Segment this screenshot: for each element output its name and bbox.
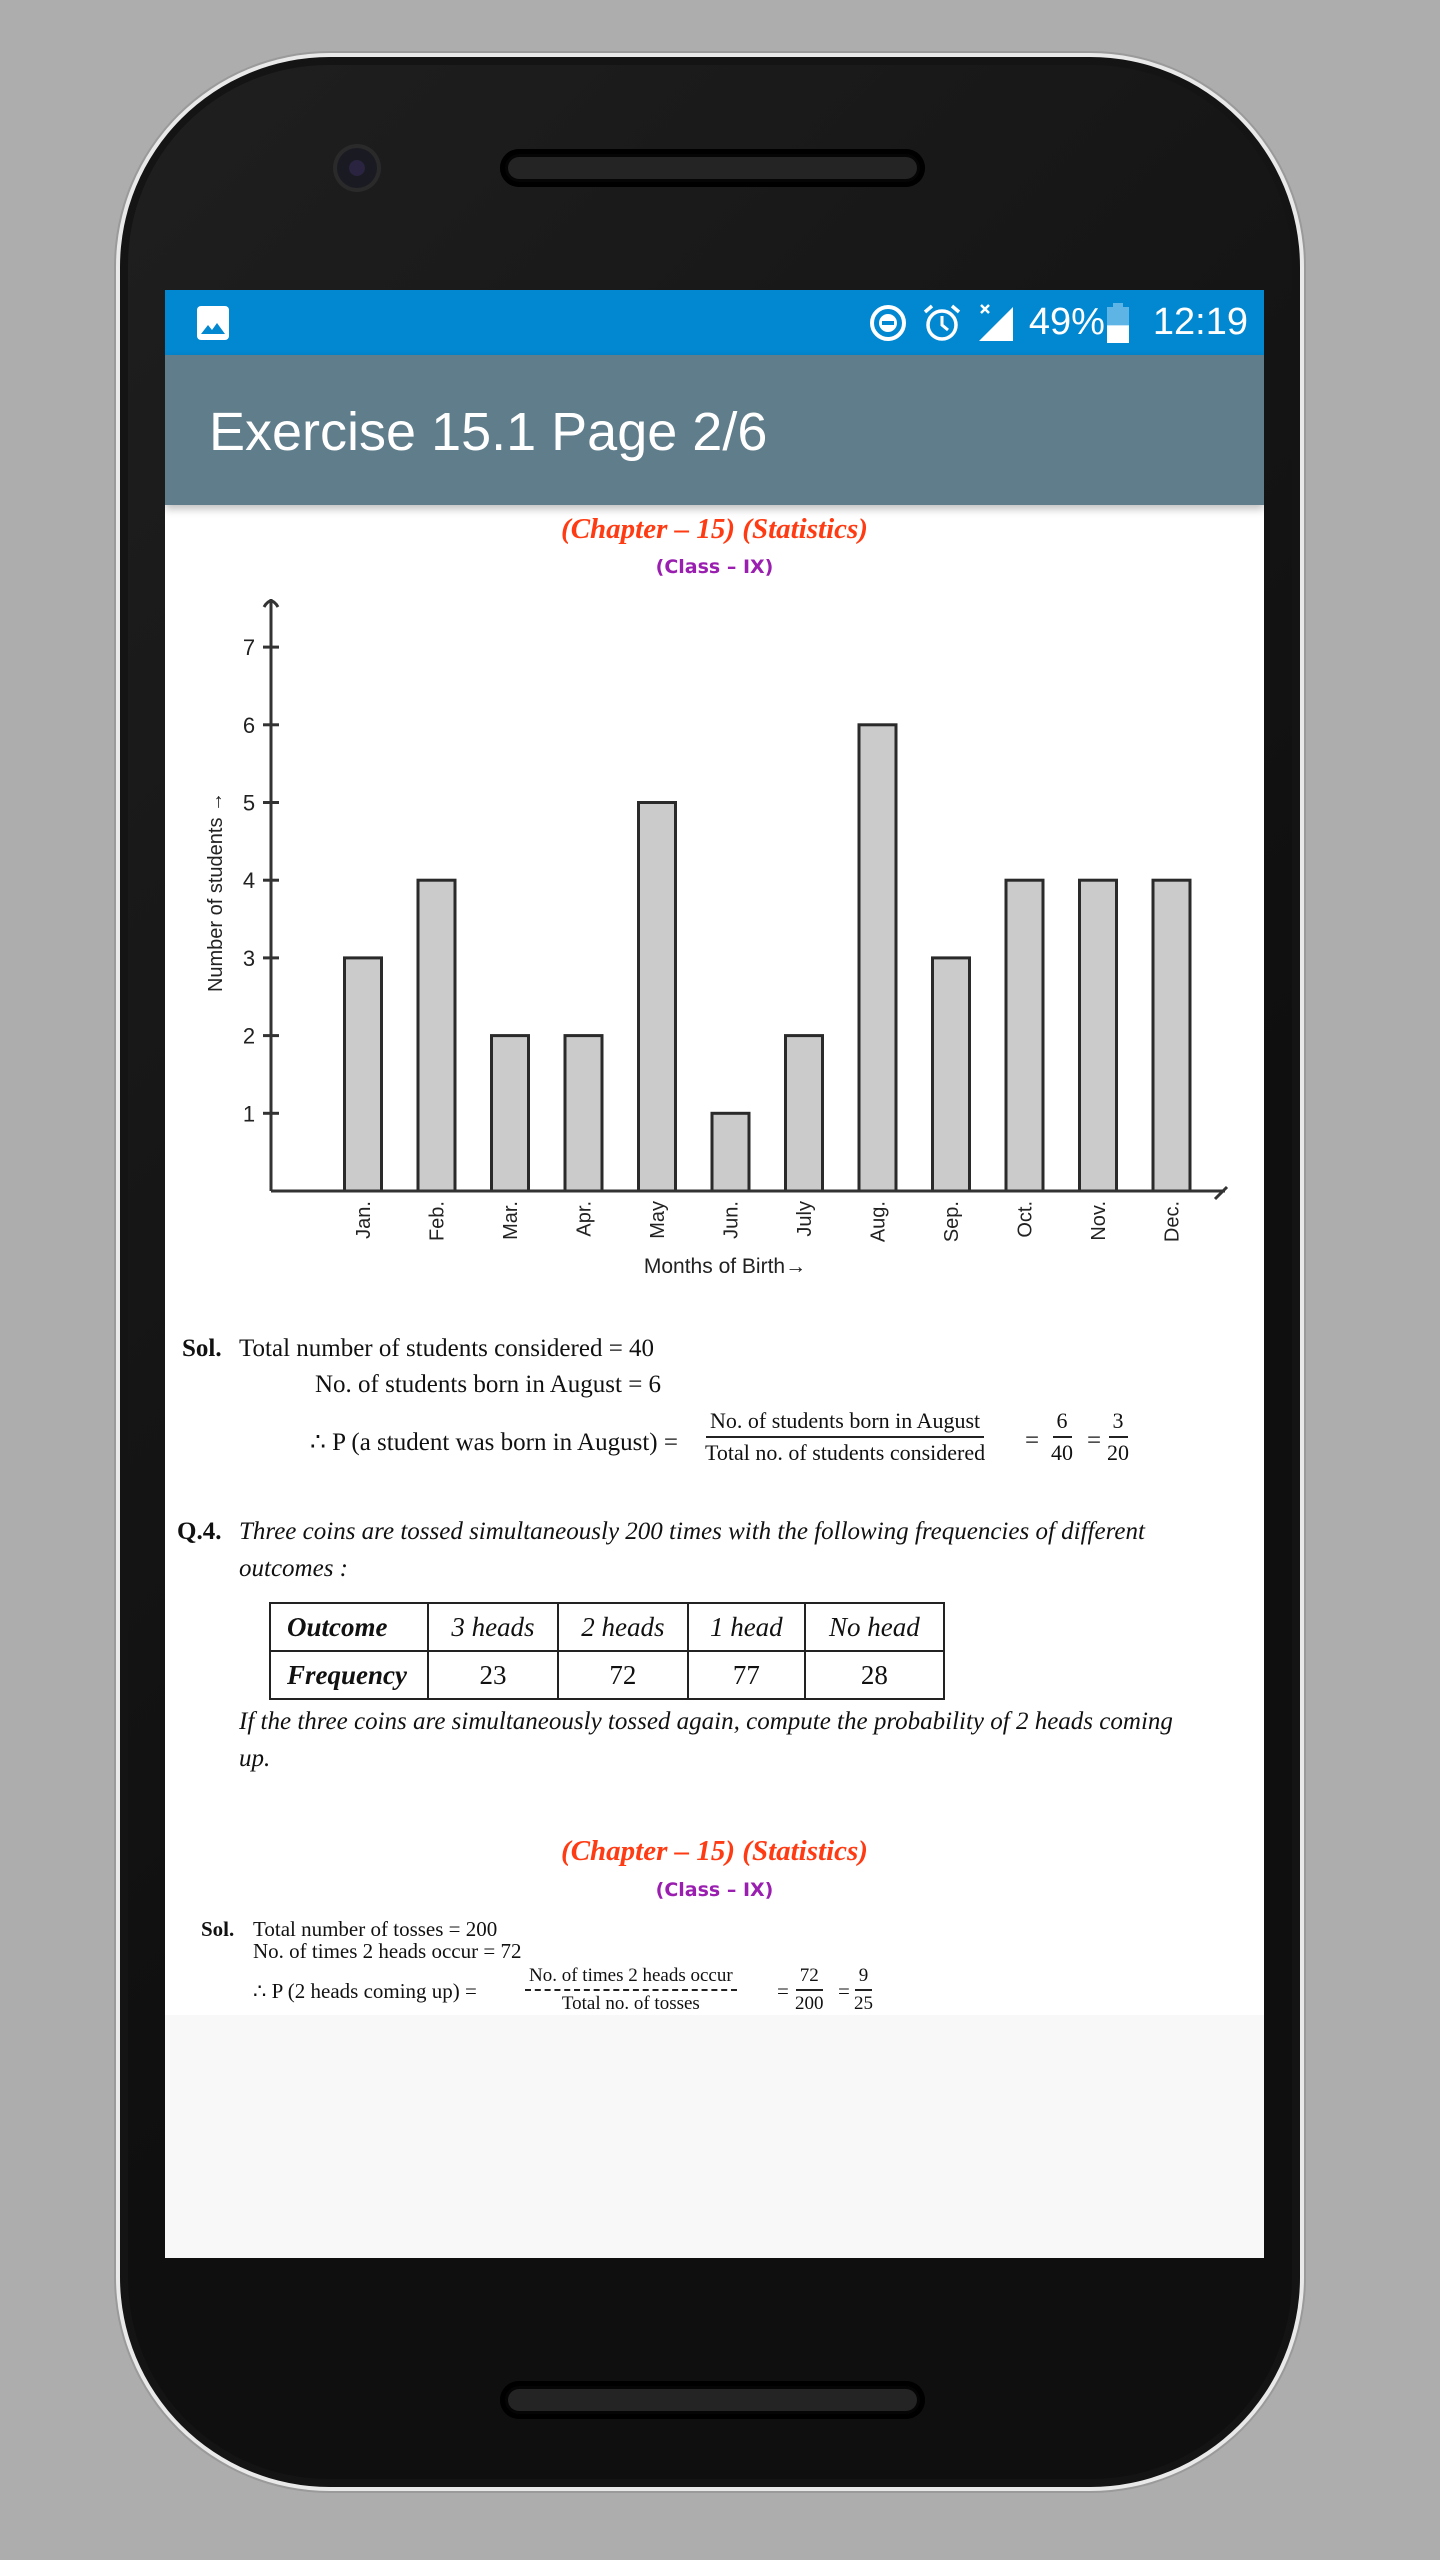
x-tick-label: Apr.	[573, 1201, 596, 1237]
bar-oct	[1006, 880, 1043, 1191]
fraction-numerator: No. of students born in August	[706, 1408, 984, 1438]
y-tick-label: 7	[242, 635, 256, 661]
do-not-disturb-icon	[869, 304, 907, 342]
y-tick-label: 5	[242, 790, 256, 816]
sol1-ratio1	[1051, 1408, 1073, 1466]
bar-jan	[345, 958, 382, 1191]
x-tick-label: May	[647, 1201, 669, 1239]
fraction-numerator: No. of times 2 heads occur	[525, 1965, 737, 1991]
sol1-ratio2	[1107, 1408, 1129, 1466]
chapter-heading: (Chapter – 15) (Statistics)	[561, 513, 868, 545]
bar-mar	[492, 1036, 529, 1191]
bar-may	[639, 803, 676, 1192]
q4-text-line1: Three coins are tossed simultaneously 200 times with the following frequencies of different	[239, 1518, 1145, 1545]
table-row	[270, 1603, 944, 1651]
page-title: Exercise 15.1 Page 2/6	[209, 402, 768, 462]
x-axis-arrowhead	[1215, 1187, 1227, 1199]
table-cell: 28	[805, 1651, 944, 1699]
sol1-fraction	[705, 1408, 985, 1466]
ratio-denominator: 25	[854, 1993, 873, 2014]
y-tick-label: 4	[242, 868, 256, 894]
alarm-icon	[921, 302, 963, 344]
status-icons	[869, 290, 1248, 355]
chapter-heading: (Chapter – 15) (Statistics)	[561, 1835, 868, 1867]
sol-label: Sol.	[182, 1335, 222, 1362]
x-axis-label: Months of Birth→	[643, 1255, 807, 1278]
ratio-numerator: 9	[855, 1965, 873, 1991]
sol2-fraction	[525, 1965, 737, 2015]
bar-july	[786, 1036, 823, 1191]
table-cell: 77	[688, 1651, 805, 1699]
battery-percent: 49%	[1028, 301, 1105, 343]
x-tick-label: Sep.	[941, 1201, 963, 1243]
table-row	[270, 1651, 944, 1699]
q4-follow-line2: up.	[239, 1745, 271, 1772]
y-axis-label: Number of students →	[205, 791, 227, 993]
x-tick-label: Jan.	[353, 1201, 375, 1239]
sol2-line1: Total number of tosses = 200	[253, 1917, 498, 1941]
y-tick-label: 6	[242, 712, 256, 738]
equals-sign: =	[1087, 1427, 1102, 1454]
ratio-denominator: 40	[1051, 1440, 1073, 1465]
sol-label: Sol.	[201, 1917, 235, 1941]
ratio-denominator: 200	[795, 1993, 824, 2014]
equals-sign: =	[1025, 1427, 1040, 1454]
y-tick-label: 1	[242, 1101, 256, 1127]
image-icon[interactable]	[196, 305, 230, 341]
earpiece-speaker	[500, 149, 925, 187]
q4-text-line2: outcomes :	[239, 1555, 348, 1582]
class-heading: (Class – IX)	[655, 556, 774, 578]
sol1-prob-lhs: ∴ P (a student was born in August) =	[310, 1429, 678, 1456]
y-tick-label: 2	[242, 1023, 256, 1049]
equals-sign: =	[838, 1979, 850, 2003]
row-header: Frequency	[270, 1651, 428, 1699]
x-tick-label: Dec.	[1161, 1201, 1184, 1243]
bar-sep	[933, 958, 970, 1191]
bar-jun	[712, 1113, 749, 1191]
clock: 12:19	[1152, 301, 1248, 343]
question-label: Q.4.	[177, 1518, 222, 1545]
ratio-numerator: 3	[1109, 1408, 1128, 1438]
sol1-line1: Total number of students considered = 40	[239, 1335, 655, 1362]
sol1-line2: No. of students born in August = 6	[315, 1371, 662, 1398]
y-tick-label: 3	[242, 945, 256, 971]
outcome-frequency-table	[269, 1602, 945, 1700]
bar-feb	[418, 880, 455, 1191]
front-camera	[337, 148, 377, 188]
sol2-ratio1	[795, 1965, 824, 2015]
x-tick-label: Nov.	[1088, 1201, 1110, 1241]
fraction-denominator: Total no. of students considered	[705, 1440, 986, 1465]
sol2-line2: No. of times 2 heads occur = 72	[253, 1939, 522, 1963]
x-tick-label: Jun.	[720, 1201, 743, 1239]
bar-chart	[165, 505, 1264, 1285]
battery-icon	[1107, 303, 1129, 343]
app-bar	[165, 355, 1264, 505]
bar-aug	[859, 725, 896, 1191]
row-header: Outcome	[270, 1603, 428, 1651]
status-bar	[165, 290, 1264, 355]
x-tick-label: July	[794, 1201, 816, 1237]
x-tick-label: Aug.	[867, 1201, 890, 1243]
class-heading: (Class – IX)	[655, 1879, 774, 1901]
screen	[165, 290, 1264, 2258]
sol2-prob-lhs: ∴ P (2 heads coming up) =	[253, 1979, 477, 2003]
ratio-denominator: 20	[1107, 1440, 1129, 1465]
document-page[interactable]	[165, 505, 1264, 2015]
bar-apr	[565, 1036, 602, 1191]
table-cell: 3 heads	[428, 1603, 558, 1651]
x-tick-label: Feb.	[426, 1201, 449, 1242]
bar-nov	[1080, 880, 1117, 1191]
equals-sign: =	[777, 1979, 789, 2003]
x-tick-label: Mar.	[500, 1201, 522, 1240]
signal-no-data-icon	[977, 303, 1015, 343]
table-cell: 72	[558, 1651, 688, 1699]
x-tick-label: Oct.	[1014, 1201, 1037, 1238]
sol2-ratio2	[854, 1965, 873, 2015]
table-cell: 23	[428, 1651, 558, 1699]
table-cell: 2 heads	[558, 1603, 688, 1651]
ratio-numerator: 6	[1053, 1408, 1072, 1438]
bar-dec	[1153, 880, 1190, 1191]
ratio-numerator: 72	[796, 1965, 823, 1991]
q4-follow-line1: If the three coins are simultaneously tossed again, compute the probability of 2 heads coming	[239, 1708, 1173, 1735]
fraction-denominator: Total no. of tosses	[561, 1993, 700, 2014]
table-cell: No head	[805, 1603, 944, 1651]
bottom-speaker	[500, 2381, 925, 2419]
table-cell: 1 head	[688, 1603, 805, 1651]
